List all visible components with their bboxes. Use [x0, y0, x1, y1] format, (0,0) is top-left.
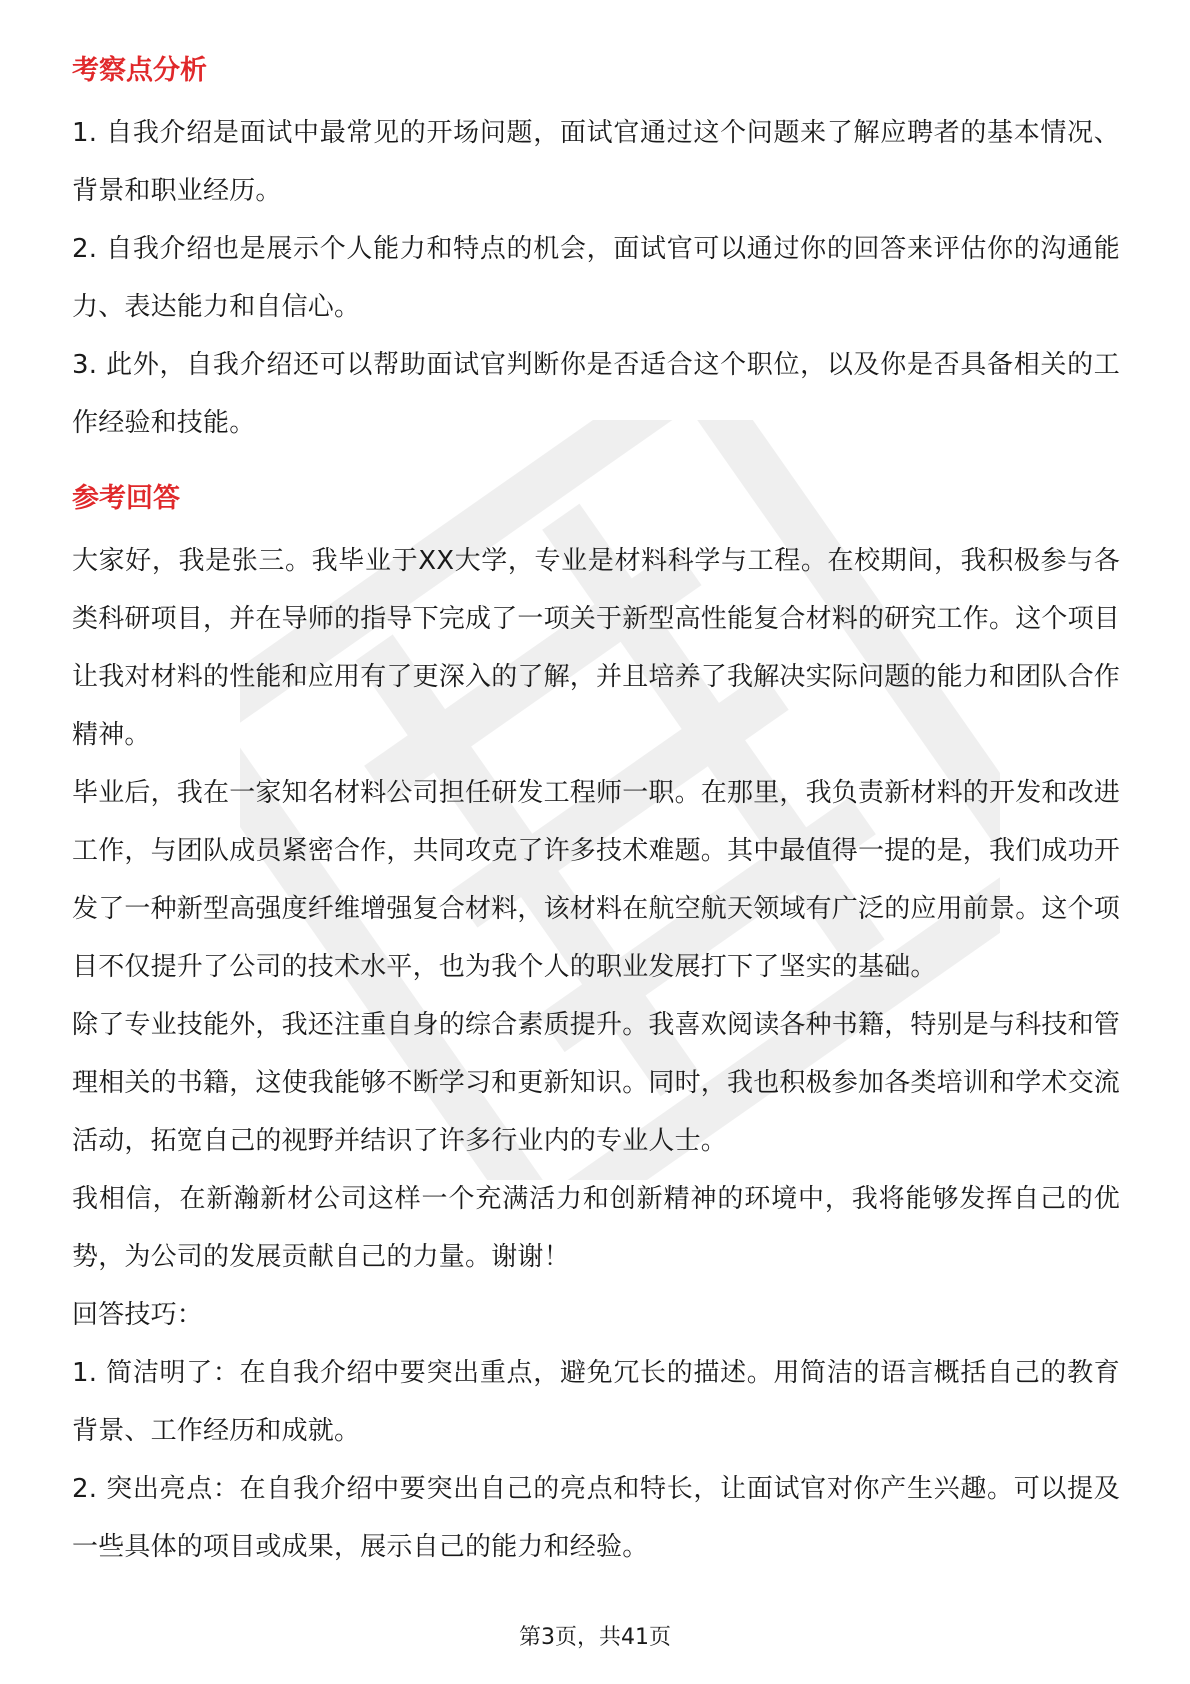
- analysis-item-1: 1. 自我介绍是面试中最常见的开场问题，面试官通过这个问题来了解应聘者的基本情况、背景和职业经历。: [72, 118, 1120, 206]
- page-number: 第3页，共41页: [519, 1625, 671, 1650]
- answer-paragraph-2: 毕业后，我在一家知名材料公司担任研发工程师一职。在那里，我负责新材料的开发和改进工作，与团队成员紧密合作，共同攻克了许多技术难题。其中最值得一提的是，我们成功开发了一种新型高强度纤维增强复合材料，该材料在航空航天领域有广泛的应用前景。这个项目不仅提升了公司的技术水平，也为我个人的职业发展打下了坚实的基础。: [72, 778, 1121, 982]
- analysis-item-3: 3. 此外，自我介绍还可以帮助面试官判断你是否适合这个职位，以及你是否具备相关的工作经验和技能。: [72, 350, 1120, 438]
- answer-paragraph-4: 我相信，在新瀚新材公司这样一个充满活力和创新精神的环境中，我将能够发挥自己的优势，为公司的发展贡献自己的力量。谢谢！: [72, 1184, 1120, 1272]
- tip-item-1: 1. 简洁明了：在自我介绍中要突出重点，避免冗长的描述。用简洁的语言概括自己的教育背景、工作经历和成就。: [72, 1358, 1120, 1446]
- answer-paragraph-1: 大家好，我是张三。我毕业于XX大学，专业是材料科学与工程。在校期间，我积极参与各类科研项目，并在导师的指导下完成了一项关于新型高性能复合材料的研究工作。这个项目让我对材料的性能和应用有了更深入的了解，并且培养了我解决实际问题的能力和团队合作精神。: [72, 546, 1121, 750]
- section-heading-analysis: 考察点分析: [72, 55, 207, 86]
- main-content: [72, 50, 1120, 1576]
- section-analysis: [72, 50, 1120, 452]
- section-reference-answer: [72, 478, 1120, 1576]
- tip-item-2: 2. 突出亮点：在自我介绍中要突出自己的亮点和特长，让面试官对你产生兴趣。可以提及一些具体的项目或成果，展示自己的能力和经验。: [72, 1474, 1120, 1562]
- analysis-item-2: 2. 自我介绍也是展示个人能力和特点的机会，面试官可以通过你的回答来评估你的沟通能力、表达能力和自信心。: [72, 234, 1120, 322]
- answer-paragraph-3: 除了专业技能外，我还注重自身的综合素质提升。我喜欢阅读各种书籍，特别是与科技和管理相关的书籍，这使我能够不断学习和更新知识。同时，我也积极参加各类培训和学术交流活动，拓宽自己的视野并结识了许多行业内的专业人士。: [72, 1010, 1121, 1156]
- tips-label: 回答技巧：: [72, 1300, 204, 1330]
- section-heading-answer: 参考回答: [72, 483, 180, 514]
